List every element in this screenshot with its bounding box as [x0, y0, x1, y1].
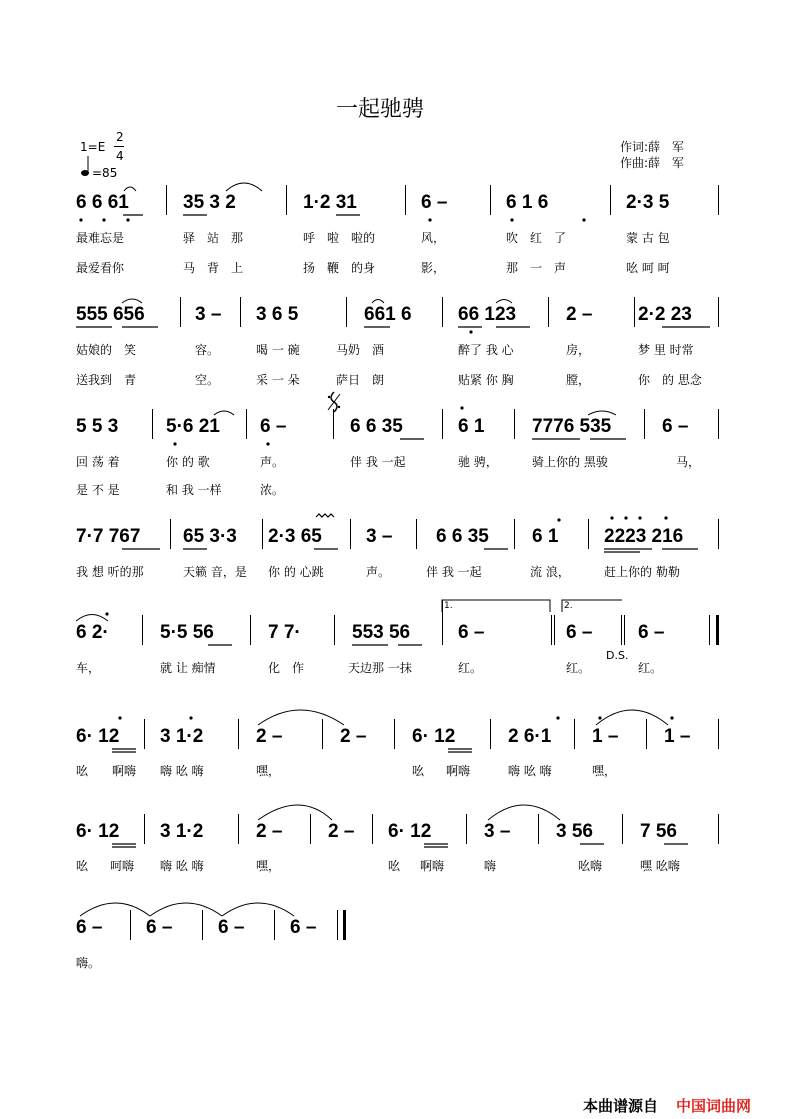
- measure-notes: 2 6·1: [508, 726, 552, 747]
- measure-notes: 6 –: [421, 192, 448, 213]
- lyric: 萨日 朗: [336, 373, 385, 387]
- measure-notes: 6 –: [290, 917, 317, 938]
- measure-notes: 2·2 23: [638, 304, 692, 325]
- barline: [490, 185, 491, 215]
- measure-notes: 2·3 5: [626, 192, 670, 213]
- lyric: 骑上你的 黑骏: [532, 455, 608, 469]
- measure-notes: 1 –: [664, 726, 691, 747]
- barline: [170, 519, 171, 549]
- barline: [621, 615, 622, 645]
- source-footer: [583, 1095, 751, 1116]
- measure-notes: 7 56: [640, 821, 677, 842]
- slur: [226, 183, 262, 191]
- volta-2-label: 2.: [564, 601, 573, 611]
- measure-notes: 6 –: [260, 416, 287, 437]
- dal-segno-mark: D.S.: [606, 649, 629, 662]
- barline: [250, 615, 251, 645]
- measure-notes: 3 –: [366, 526, 393, 547]
- lyric: 嗨 吆 嗨: [508, 764, 552, 778]
- time-signature-bottom: 4: [116, 149, 124, 163]
- barline: [646, 719, 647, 749]
- tempo: =85: [92, 166, 118, 180]
- lyric: 采 一 朵: [256, 373, 300, 387]
- lyric: 送我到 青: [76, 373, 137, 387]
- lyric: 回 荡 着: [76, 455, 120, 469]
- lyric: 嘿，: [256, 764, 281, 778]
- measure-notes: 1·2 31: [303, 192, 357, 213]
- measure-notes: 6 1: [532, 526, 559, 547]
- measure-notes: 6 –: [76, 917, 103, 938]
- lyric: 吆: [388, 859, 401, 873]
- barline: [333, 409, 334, 439]
- lyric: 吆 呵 呵: [626, 261, 670, 275]
- lyric: 是 不 是: [76, 483, 120, 497]
- lyricist-credit: 作词:薛 军: [620, 140, 685, 154]
- mordent-icon: [316, 514, 334, 517]
- measure-notes: 3 56: [556, 821, 593, 842]
- barline: [334, 615, 335, 645]
- measure-notes: 6· 12: [412, 726, 456, 747]
- barline: [718, 185, 719, 215]
- measure-notes: 3 –: [195, 304, 222, 325]
- barline: [240, 297, 241, 327]
- measure-notes: 6· 12: [76, 726, 120, 747]
- barline: [514, 409, 515, 439]
- lyric: 啊嗨: [420, 859, 445, 873]
- measure-notes: 3 1·2: [160, 821, 204, 842]
- measure-notes: 6 2·: [76, 622, 109, 643]
- lyric: 吆: [76, 764, 89, 778]
- barline: [310, 814, 311, 844]
- lyric: 嘿，: [592, 764, 617, 778]
- barline: [514, 519, 515, 549]
- barline: [350, 519, 351, 549]
- lyric: 马奶 酒: [336, 343, 385, 357]
- barline: [246, 409, 247, 439]
- lyric: 房，: [566, 343, 591, 357]
- lyric: 风，: [421, 231, 446, 245]
- lyric: 啊嗨: [112, 764, 137, 778]
- lyric: 我 想 听的那: [76, 565, 144, 579]
- measure-notes: 661 6: [364, 304, 412, 325]
- barline: [262, 519, 263, 549]
- measure-notes: 2 –: [256, 726, 283, 747]
- lyric: 流 浪，: [530, 565, 570, 579]
- measure-notes: 7 7·: [268, 622, 301, 643]
- lyric: 吹 红 了: [506, 231, 567, 245]
- lyric: 喝 一 碗: [256, 343, 300, 357]
- measure-notes: 6 –: [146, 917, 173, 938]
- lyric: 红。: [566, 661, 591, 675]
- slur: [258, 805, 332, 820]
- measure-notes: 6· 12: [76, 821, 120, 842]
- tie: [222, 903, 294, 916]
- barline: [442, 600, 443, 645]
- barline: [286, 185, 287, 215]
- final-barline-thick: [716, 615, 719, 645]
- octave-dots: [79, 218, 673, 719]
- lyric: 空。: [195, 373, 220, 387]
- measure-notes: 3 1·2: [160, 726, 204, 747]
- measure-notes: 35 3 2: [183, 192, 236, 213]
- lyric: 嘿 吆嗨: [640, 859, 680, 873]
- measure-notes: 2 –: [256, 821, 283, 842]
- barline: [152, 409, 153, 439]
- lyric: 最爱看你: [76, 261, 125, 275]
- barline: [142, 615, 143, 645]
- site-name-link[interactable]: 中国词曲网: [676, 1097, 752, 1115]
- lyric: 你 的 思念: [638, 373, 702, 387]
- lyric: 吆: [412, 764, 425, 778]
- composer-credit: 作曲:薛 军: [620, 156, 685, 170]
- slur: [124, 187, 136, 191]
- slur: [496, 300, 512, 304]
- footer-source-label: 本曲谱源自: [583, 1097, 659, 1115]
- tie: [80, 903, 150, 916]
- lyric: 扬 鞭 的身: [303, 261, 376, 275]
- lyric: 嗨 吆 嗨: [160, 764, 204, 778]
- segno-icon: [328, 392, 340, 412]
- lyric: 那 一 声: [506, 261, 567, 275]
- measure-notes: 2 –: [328, 821, 355, 842]
- barline: [718, 519, 719, 549]
- lyric: 梦 里 时常: [638, 343, 694, 357]
- lyric: 呵嗨: [110, 859, 135, 873]
- lyric: 你 的 歌: [166, 455, 210, 469]
- slur: [372, 300, 384, 304]
- barline: [538, 814, 539, 844]
- repeat-end-barline: [551, 615, 552, 645]
- lyric: 最难忘是: [76, 231, 125, 245]
- repeat-end-barline: [554, 615, 555, 645]
- barline: [322, 719, 323, 749]
- barline: [718, 814, 719, 844]
- measure-notes: 5·5 56: [160, 622, 214, 643]
- slur: [76, 615, 108, 622]
- barline: [466, 814, 467, 844]
- barline: [622, 814, 623, 844]
- lyric: 嗨 吆 嗨: [160, 859, 204, 873]
- final-barline: [709, 615, 710, 645]
- lyric: 贴紧 你 胸: [458, 373, 514, 387]
- barline: [394, 719, 395, 749]
- barline: [238, 814, 239, 844]
- measure-notes: 6 –: [566, 622, 593, 643]
- lyric: 车，: [76, 661, 101, 675]
- barline: [130, 910, 131, 940]
- barline: [274, 910, 275, 940]
- lyric: 赶上你的 勒勒: [604, 565, 680, 579]
- lyric: 嘿，: [256, 859, 281, 873]
- measure-notes: 6 1: [458, 416, 485, 437]
- barline: [442, 297, 443, 327]
- lyric: 伴 我 一起: [426, 565, 482, 579]
- slur: [258, 710, 344, 725]
- measure-notes: 2 –: [566, 304, 593, 325]
- lyric: 伴 我 一起: [350, 455, 406, 469]
- measure-notes: 3 6 5: [256, 304, 299, 325]
- measure-notes: 555 656: [76, 304, 145, 325]
- time-signature-line: [114, 146, 124, 147]
- measure-notes: 6 –: [458, 622, 485, 643]
- measure-notes: 66 123: [458, 304, 517, 325]
- barline: [718, 297, 719, 327]
- measure-notes: 5·6 21: [166, 416, 220, 437]
- measure-notes: 65 3·3: [183, 526, 237, 547]
- measure-notes: 7·7 767: [76, 526, 141, 547]
- key-signature: 1=E: [80, 140, 106, 154]
- slur: [488, 805, 560, 820]
- barline: [588, 519, 589, 549]
- slur: [596, 710, 668, 725]
- measure-notes: 6· 12: [388, 821, 432, 842]
- quarter-note-icon: [80, 154, 92, 178]
- lyric: 你 的 心跳: [268, 565, 324, 579]
- barline: [144, 814, 145, 844]
- lyric: 嗨。: [76, 956, 101, 970]
- barline: [144, 719, 145, 749]
- lyric: 红。: [458, 661, 483, 675]
- lyric: 浓。: [260, 483, 285, 497]
- barline: [490, 719, 491, 749]
- barline: [610, 185, 611, 215]
- lyric: 嗨: [484, 859, 497, 873]
- lyric: 醉了 我 心: [458, 343, 514, 357]
- barline: [718, 409, 719, 439]
- barline: [718, 719, 719, 749]
- final-barline: [337, 910, 338, 940]
- measure-notes: 6 –: [662, 416, 689, 437]
- barline: [442, 409, 443, 439]
- barline: [238, 719, 239, 749]
- barline: [416, 519, 417, 549]
- lyric: 容。: [195, 343, 220, 357]
- lyric: 声。: [366, 565, 391, 579]
- lyric: 马，: [676, 455, 701, 469]
- final-barline-thick: [343, 910, 346, 940]
- barline: [624, 615, 625, 645]
- barline: [166, 185, 167, 215]
- slur: [214, 411, 234, 415]
- lyric: 化 作: [268, 661, 305, 675]
- measure-notes: 2223 216: [604, 526, 684, 547]
- measure-notes: 2·3 65: [268, 526, 322, 547]
- tie: [150, 903, 222, 916]
- slur: [588, 411, 616, 415]
- lyric: 驿 站 那: [183, 231, 244, 245]
- lyric: 吆嗨: [578, 859, 603, 873]
- measure-notes: 1 –: [592, 726, 619, 747]
- measure-notes: 5 5 3: [76, 416, 119, 437]
- lyric: 吆: [76, 859, 89, 873]
- barline: [202, 910, 203, 940]
- measure-notes: 6 6 35: [350, 416, 403, 437]
- lyric: 驰 骋，: [458, 455, 498, 469]
- lyric: 呼 啦 啦的: [303, 231, 376, 245]
- measure-notes: 553 56: [352, 622, 411, 643]
- volta-1-bracket: [442, 600, 550, 612]
- measure-notes: 6 1 6: [506, 192, 549, 213]
- barline: [180, 297, 181, 327]
- volta-1-label: 1.: [444, 601, 453, 611]
- lyric: 姑娘的 笑: [76, 343, 137, 357]
- measure-notes: 3 –: [484, 821, 511, 842]
- lyric: 天籁 音，是: [183, 565, 247, 579]
- lyric: 影，: [421, 261, 446, 275]
- lyric: 就 让 痴情: [160, 661, 216, 675]
- slur: [122, 299, 142, 303]
- measure-notes: 7776 535: [532, 416, 612, 437]
- time-signature-top: 2: [116, 130, 124, 144]
- measure-notes: 6 6 35: [436, 526, 489, 547]
- lyric: 和 我 一样: [166, 483, 222, 497]
- measure-notes: 6 –: [638, 622, 665, 643]
- measure-notes: 2 –: [340, 726, 367, 747]
- barline: [346, 297, 347, 327]
- lyric: 天边那 一抹: [348, 661, 412, 675]
- barline: [644, 409, 645, 439]
- lyric: 红。: [638, 661, 663, 675]
- barline: [574, 719, 575, 749]
- measure-notes: 6 6 61: [76, 192, 129, 213]
- lyric: 马 背 上: [183, 261, 244, 275]
- song-title: 一起驰骋: [335, 97, 424, 122]
- lyric: 膛，: [566, 373, 591, 387]
- lyric: 声。: [260, 455, 285, 469]
- barline: [372, 814, 373, 844]
- measure-notes: 6 –: [218, 917, 245, 938]
- lyric: 蒙 古 包: [626, 231, 670, 245]
- barline: [634, 297, 635, 327]
- barline: [405, 185, 406, 215]
- lyric: 啊嗨: [446, 764, 471, 778]
- barline: [548, 297, 549, 327]
